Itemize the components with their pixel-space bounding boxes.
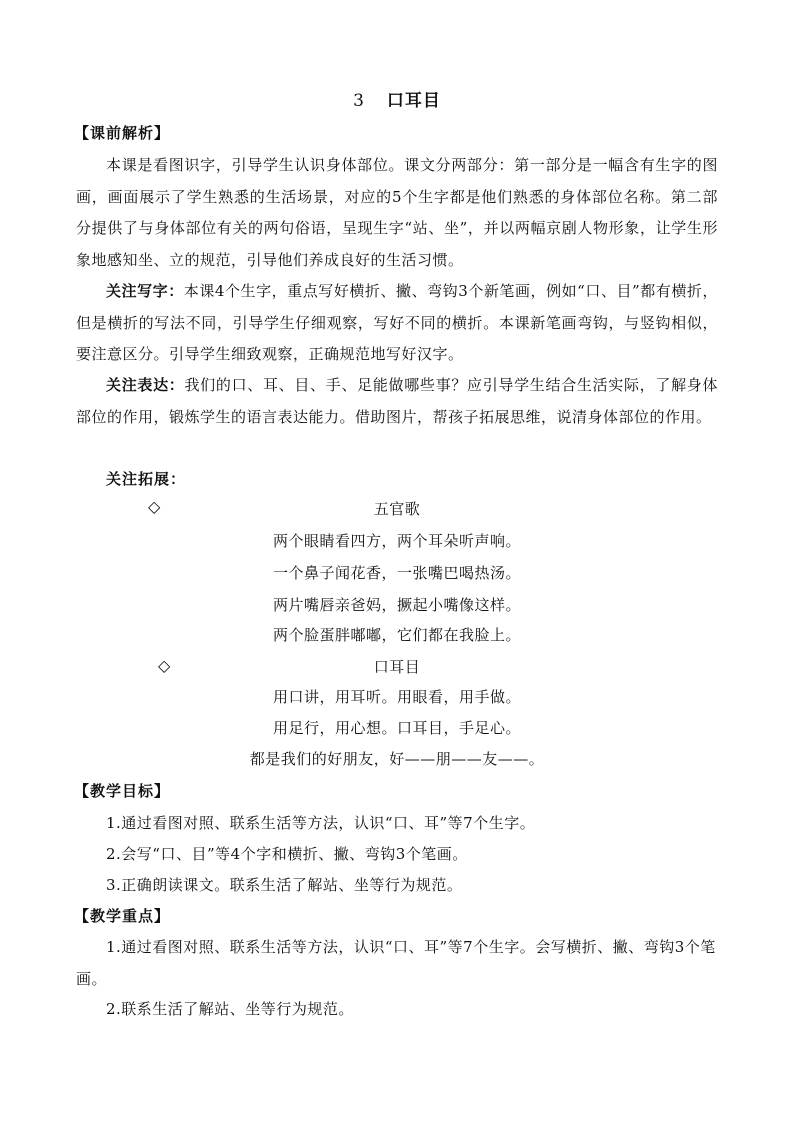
writing-text: 本课4个生字，重点写好横折、撇、弯钩3个新笔画，例如“口、目”都有横折，但是横折的写法不同，引导学生仔细观察，写好不同的横折。本课新笔画弯钩，与竖钩相似，要注意区分。引导学生细致观察，正确规范地写好汉字。 [76, 282, 718, 363]
poem1-line: 两个脸蛋胖嘟嘟，它们都在我脸上。 [272, 626, 521, 644]
lesson-name: 口耳目 [386, 91, 441, 111]
poem1-title: 五官歌 [373, 500, 421, 518]
section-heading-goals: 【教学目标】 [74, 782, 171, 800]
diamond-marker-1: ◇ [148, 497, 161, 516]
key-point-item: 1.通过看图对照、联系生活等方法，认识“口、耳”等7个生字。会写横折、撇、弯钩3个笔画。 [76, 938, 716, 988]
goal-item: 3.正确朗读课文。联系生活了解站、坐等行为规范。 [106, 876, 463, 894]
extension-label: 关注拓展： [106, 470, 187, 488]
section-heading-pre-analysis: 【课前解析】 [74, 124, 171, 142]
poem1-line: 两个眼睛看四方，两个耳朵听声响。 [272, 532, 521, 550]
poem2-line: 用足行，用心想。口耳目，手足心。 [272, 719, 521, 737]
poem2-title: 口耳目 [373, 658, 421, 676]
intro-paragraph: 本课是看图识字，引导学生认识身体部位。课文分两部分：第一部分是一幅含有生字的图画，画面展示了学生熟悉的生活场景，对应的5个生字都是他们熟悉的身体部位名称。第二部分提供了与身体部位有关的两句俗语，呈现生字“站、坐”，并以两幅京剧人物形象，让学生形象地感知坐、立的规范，引导他们养成良好的生活习惯。 [76, 156, 718, 269]
writing-paragraph [76, 276, 718, 371]
poem2-line: 都是我们的好朋友，好——朋——友——。 [249, 750, 545, 768]
goal-item: 1.通过看图对照、联系生活等方法，认识“口、耳”等7个生字。 [106, 814, 536, 832]
section-heading-key-points: 【教学重点】 [74, 907, 171, 925]
poem1-line: 一个鼻子闻花香，一张嘴巴喝热汤。 [272, 564, 521, 582]
expression-paragraph [76, 370, 718, 433]
expression-text: 我们的口、耳、目、手、足能做哪些事？应引导学生结合生活实际，了解身体部位的作用，锻炼学生的语言表达能力。借助图片，帮孩子拓展思维，说清身体部位的作用。 [76, 376, 718, 426]
lesson-title [0, 86, 794, 111]
diamond-marker-2: ◇ [158, 656, 171, 675]
lesson-number: 3 [353, 91, 365, 111]
poem2-line: 用口讲，用耳听。用眼看，用手做。 [272, 688, 521, 706]
goal-item: 2.会写“口、目”等4个字和横折、撇、弯钩3个笔画。 [106, 845, 468, 863]
poem1-line: 两片嘴唇亲爸妈，撅起小嘴像这样。 [272, 596, 521, 614]
expression-label: 关注表达： [106, 376, 185, 394]
key-point-item: 2.联系生活了解站、坐等行为规范。 [106, 1000, 354, 1018]
writing-label: 关注写字： [106, 282, 184, 300]
